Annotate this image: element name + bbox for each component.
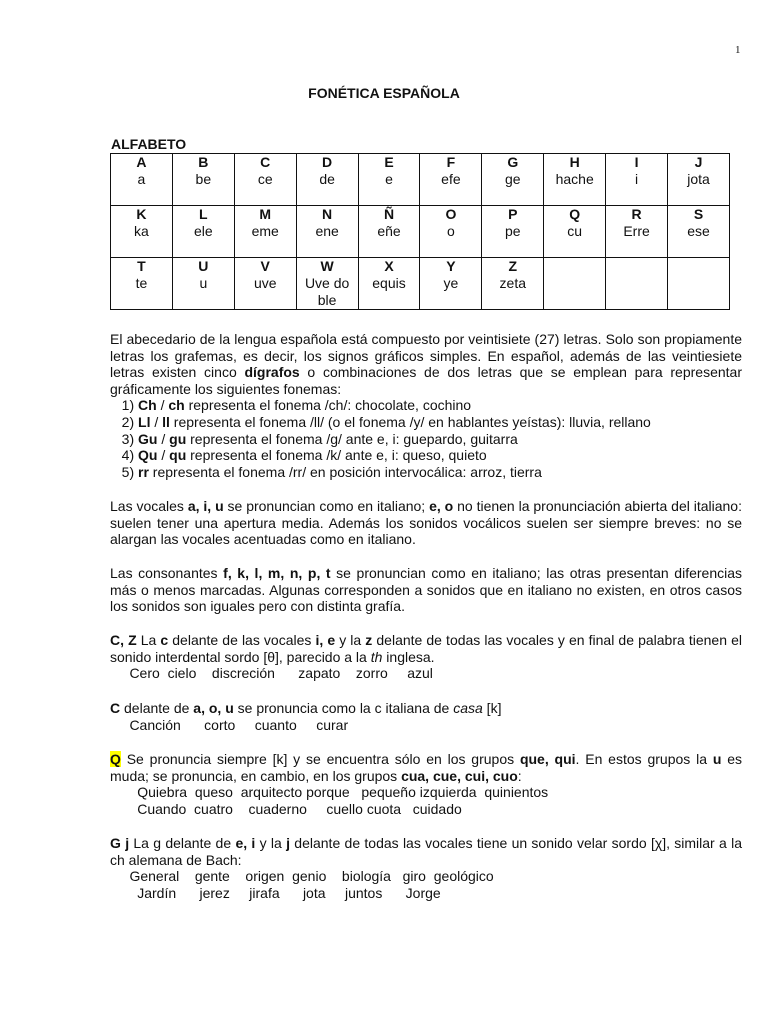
q-examples-1: Quiebra queso arquitecto porque pequeño izquierda quinientos (110, 784, 549, 801)
letter: F (446, 154, 456, 170)
alphabet-cell (172, 206, 234, 258)
letter: S (693, 206, 704, 222)
letter: A (136, 154, 147, 170)
letter: W (320, 258, 334, 274)
letter: K (136, 206, 147, 222)
alphabet-cell (482, 154, 544, 206)
alphabet-cell (420, 206, 482, 258)
alphabet-cell (234, 206, 296, 258)
alphabet-cell (668, 206, 730, 258)
alphabet-cell (606, 206, 668, 258)
alphabet-cell (544, 154, 606, 206)
letter-name: de (319, 171, 335, 187)
q-highlight: Q (110, 751, 121, 767)
letter-name: Uve do ble (304, 275, 350, 308)
digraph-list (110, 397, 742, 480)
alphabet-cell (172, 258, 234, 310)
letter-name: i (635, 171, 639, 187)
letter-name: eñe (377, 223, 401, 239)
digraph-item: 4) Qu / qu representa el fonema /k/ ante e, i: queso, quieto (121, 447, 487, 464)
letter: E (384, 154, 394, 170)
alphabet-cell (482, 206, 544, 258)
digraph-item: 1) Ch / ch representa el fonema /ch/: chocolate, cochino (121, 397, 472, 414)
letter-name: ge (505, 171, 521, 187)
letter-name: uve (253, 275, 277, 291)
letter-name: pe (505, 223, 521, 239)
alphabet-cell (358, 258, 420, 310)
letter: O (445, 206, 457, 222)
letter: I (634, 154, 639, 170)
page-number: 1 (735, 44, 741, 56)
alphabet-cell (358, 206, 420, 258)
letter: C (260, 154, 271, 170)
alphabet-row (111, 258, 730, 310)
digraph-item: 3) Gu / gu representa el fonema /g/ ante e, i: guepardo, guitarra (121, 430, 518, 447)
g-j-paragraph: G j La g delante de e, i y la j delante de todas las vocales tiene un sonido velar sordo [χ], similar a la ch alemana de Bach: General gente origen genio biología giro geológico Jardín jerez jirafa jota juntos Jorge (110, 835, 742, 901)
letter: U (198, 258, 209, 274)
letter-name: ese (687, 223, 710, 239)
letter: Ñ (383, 206, 395, 222)
letter: J (694, 154, 703, 170)
alphabet-cell (668, 258, 730, 310)
c-z-examples: Cero cielo discreción zapato zorro azul (110, 665, 433, 682)
alphabet-cell (668, 154, 730, 206)
alphabet-cell (606, 154, 668, 206)
letter: P (508, 206, 518, 222)
vowels-paragraph: Las vocales a, i, u se pronuncian como en italiano; e, o no tienen la pronunciación abierta del italiano: suelen tener una apertura media. Además los sonidos vocálicos suelen ser siempre breves: no se alargan las vocales acentuadas como en italiano. (110, 498, 742, 548)
letter: G (507, 154, 519, 170)
letter-name: ene (315, 223, 339, 239)
consonants-paragraph: Las consonantes f, k, l, m, n, p, t se pronuncian como en italiano; las otras presentan diferencias más o menos marcadas. Algunas corresponden a sonidos que en italiano no existen, en otros casos los sonidos son iguales pero con distinta grafía. (110, 565, 743, 615)
digraph-item: 2) Ll / ll representa el fonema /ll/ (o el fonema /y/ en hablantes yeístas): lluvia, rellano (121, 413, 651, 430)
letter: L (199, 206, 208, 222)
alphabet-cell (234, 258, 296, 310)
letter: D (322, 154, 333, 170)
q-examples-2: Cuando cuatro cuaderno cuello cuota cuidado (110, 800, 462, 817)
letter-name: ye (443, 275, 459, 291)
letter: X (384, 258, 394, 274)
page-title: FONÉTICA ESPAÑOLA (308, 85, 460, 101)
alphabet-heading: ALFABETO (111, 136, 187, 152)
alphabet-cell (420, 154, 482, 206)
letter-name: be (195, 171, 212, 187)
alphabet-cell (111, 206, 173, 258)
letter: T (137, 258, 146, 274)
letter-name: cu (567, 223, 583, 239)
alphabet-cell (172, 154, 234, 206)
letter: B (198, 154, 209, 170)
alphabet-cell (234, 154, 296, 206)
letter-name: jota (687, 171, 710, 187)
letter-name: te (135, 275, 148, 291)
g-j-examples-2: Jardín jerez jirafa jota juntos Jorge (110, 884, 441, 901)
letter-name: u (199, 275, 208, 291)
q-paragraph: Q Se pronuncia siempre [k] y se encuentra sólo en los grupos que, qui. En estos grupos la u es muda; se pronuncia, en cambio, en los grupos cua, cue, cui, cuo: Quiebra queso arquitecto porque pequeño izquierda quinientos Cuando cuatro cuaderno cuello cuota cuidado (110, 751, 742, 817)
alphabet-cell (358, 154, 420, 206)
alphabet-cell (296, 154, 358, 206)
c-aou-examples: Canción corto cuanto curar (110, 716, 349, 733)
letter: H (569, 154, 580, 170)
letter: Q (569, 206, 581, 222)
alphabet-cell (606, 258, 668, 310)
c-z-paragraph: C, Z La c delante de las vocales i, e y la z delante de todas las vocales y en final de palabra tienen el sonido interdental sordo [θ], parecido a la th inglesa. Cero cielo discreción zapato zorro azul (110, 632, 742, 682)
alphabet-cell (420, 258, 482, 310)
letter: Y (446, 258, 456, 274)
alphabet-cell (544, 206, 606, 258)
alphabet-cell (482, 258, 544, 310)
letter-name: equis (372, 275, 406, 291)
letter: N (322, 206, 333, 222)
letter: M (259, 206, 272, 222)
c-aou-paragraph: C delante de a, o, u se pronuncia como la c italiana de casa [k] Canción corto cuanto curar (110, 700, 742, 733)
digraph-item: 5) rr representa el fonema /rr/ en posición intervocálica: arroz, tierra (121, 463, 542, 480)
letter-name: Erre (623, 223, 650, 239)
alphabet-cell (111, 258, 173, 310)
alphabet-cell (544, 258, 606, 310)
letter: R (631, 206, 642, 222)
letter-name: o (447, 223, 455, 239)
alphabet-cell (296, 258, 358, 310)
letter-name: efe (441, 171, 461, 187)
letter-name: zeta (499, 275, 527, 291)
letter-name: ka (134, 223, 149, 239)
alphabet-table (110, 153, 730, 310)
letter: V (260, 258, 270, 274)
letter-name: ele (193, 223, 213, 239)
letter: Z (508, 258, 518, 274)
alphabet-cell (296, 206, 358, 258)
letter-name: ce (257, 171, 273, 187)
letter-name: hache (555, 171, 594, 187)
alphabet-cell (111, 154, 173, 206)
intro-paragraph: El abecedario de la lengua española está compuesto por veintisiete (27) letras. Solo son propiamente letras los grafemas, es decir, los signos gráficos simples. En español, además de las veintiesiete letras existen cinco dígrafos o combinaciones de dos letras que se emplean para representar gráficamente los siguientes fonemas: 1) Ch / ch representa el fonema /ch/: chocolate, cochino 2) Ll / ll representa el fonema /ll/ (o el fonema /y/ en hablantes yeístas): lluvia, rellano 3) Gu / gu representa el fonema /g/ ante e, i: guepardo, guitarra 4) Qu / qu representa el fonema /k/ ante e, i: queso, quieto 5) rr representa el fonema /rr/ en posición intervocálica: arroz, tierra (110, 331, 742, 480)
letter-name: a (137, 171, 146, 187)
letter-name: eme (251, 223, 279, 239)
alphabet-row (111, 206, 730, 258)
alphabet-row (111, 154, 730, 206)
g-j-examples-1: General gente origen genio biología giro geológico (110, 868, 494, 885)
letter-name: e (385, 171, 393, 187)
